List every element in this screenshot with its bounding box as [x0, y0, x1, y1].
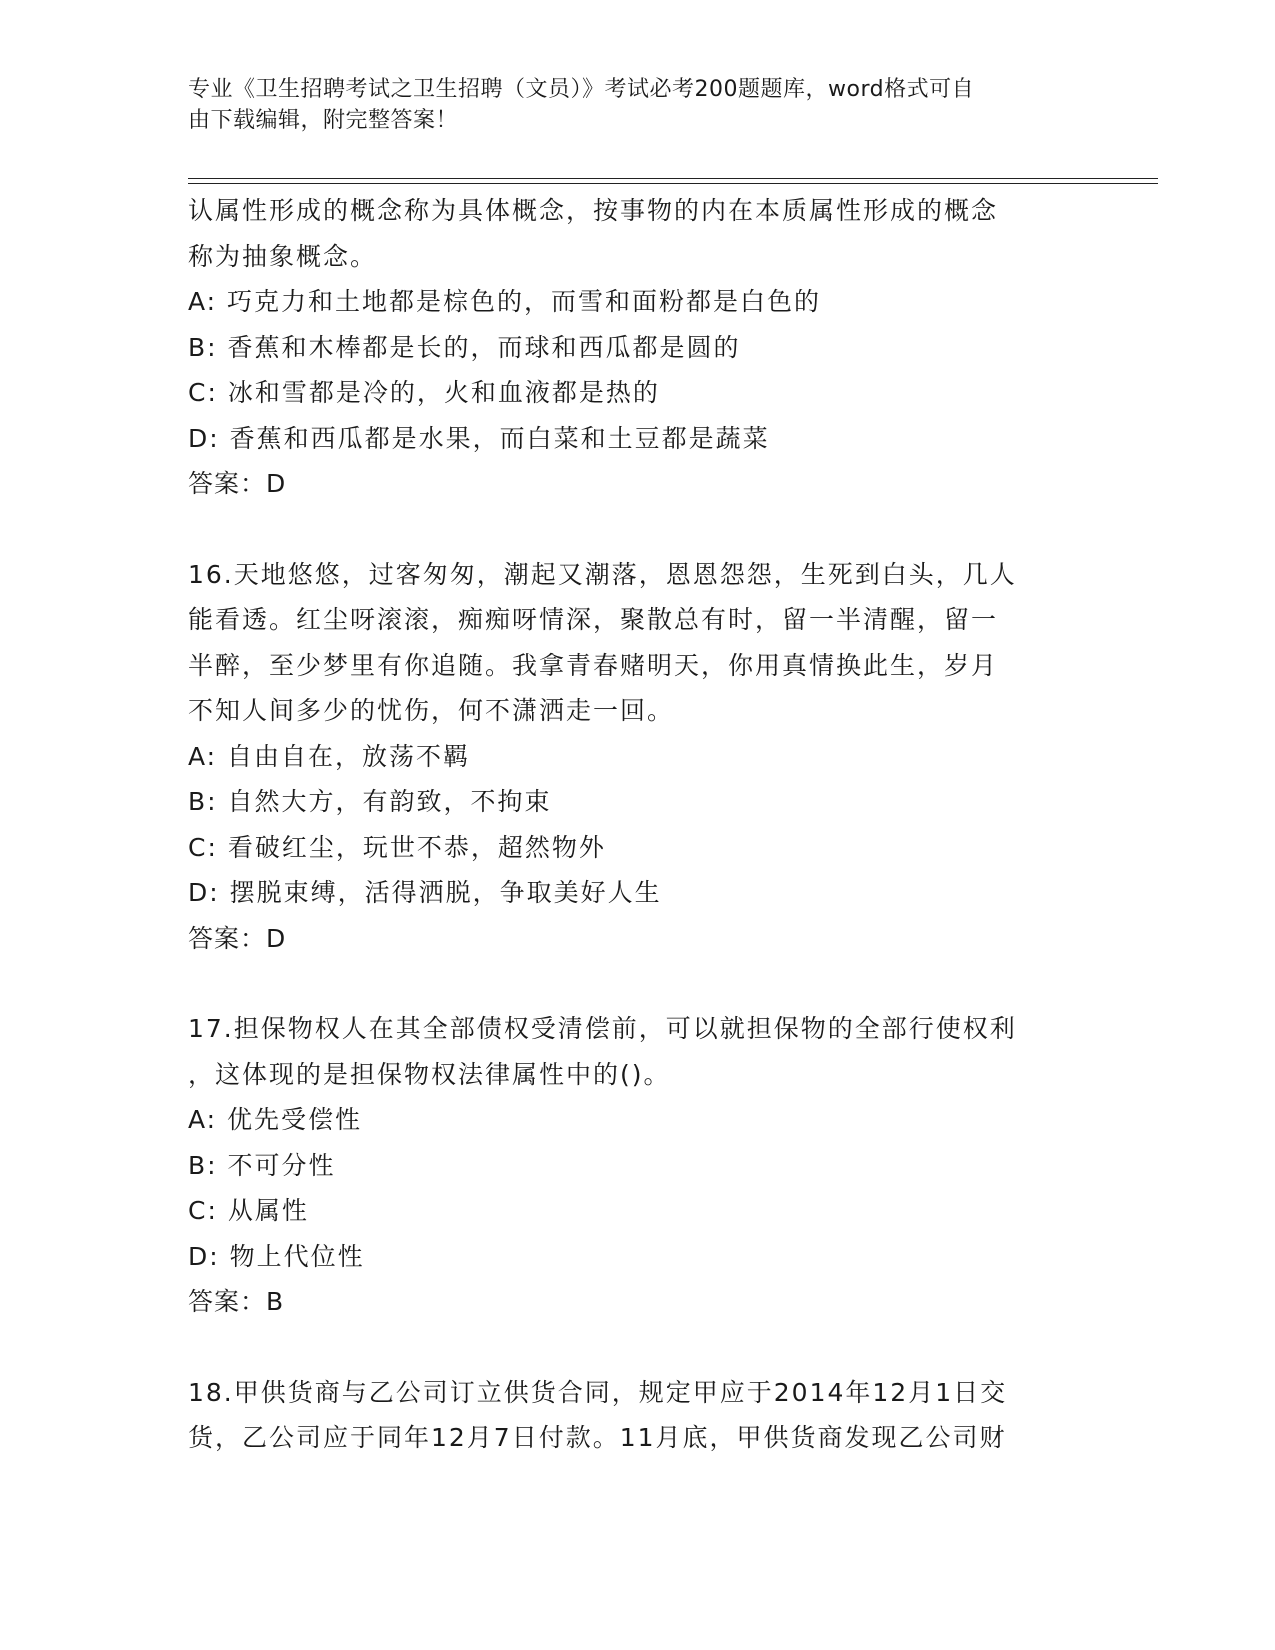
- option-a: A: 巧克力和土地都是棕色的，而雪和面粉都是白色的: [188, 287, 822, 316]
- document-body: [188, 188, 1088, 1461]
- option-d: D: 摆脱束缚，活得洒脱，争取美好人生: [188, 878, 662, 907]
- header-line-2: 由下载编辑，附完整答案！: [188, 108, 459, 133]
- answer: 答案：D: [188, 469, 287, 498]
- option-c: C: 冰和雪都是冷的，火和血液都是热的: [188, 378, 660, 407]
- question-text-line: 称为抽象概念。: [188, 241, 378, 271]
- question-text-line: 货，乙公司应于同年12月7日付款。11月底，甲供货商发现乙公司财: [188, 1423, 1007, 1452]
- answer: 答案：B: [188, 1287, 285, 1316]
- header-line-1: 专业《卫生招聘考试之卫生招聘（文员）》考试必考200题题库，word格式可自: [188, 77, 975, 102]
- option-c: C: 从属性: [188, 1196, 309, 1225]
- header-divider-bottom: [188, 183, 1158, 184]
- question-text-line: 半醉，至少梦里有你追随。我拿青春赌明天，你用真情换此生，岁月: [188, 650, 999, 680]
- question-text-line: ，这体现的是担保物权法律属性中的()。: [188, 1059, 671, 1089]
- option-a: A: 自由自在，放荡不羁: [188, 741, 471, 771]
- question-text-line: 能看透。红尘呀滚滚，痴痴呀情深，聚散总有时，留一半清醒，留一: [188, 605, 999, 634]
- spacer: [188, 961, 1088, 1006]
- question-text-line: 17.担保物权人在其全部债权受清偿前，可以就担保物的全部行使权利: [188, 1014, 1017, 1043]
- question-18: [188, 1370, 1088, 1461]
- question-16: [188, 552, 1088, 962]
- spacer: [188, 507, 1088, 552]
- option-b: B: 不可分性: [188, 1150, 336, 1180]
- option-b: B: 自然大方，有韵致，不拘束: [188, 787, 552, 816]
- spacer: [188, 1325, 1088, 1370]
- question-text-line: 18.甲供货商与乙公司订立供货合同，规定甲应于2014年12月1日交: [188, 1377, 1008, 1407]
- question-text-line: 认属性形成的概念称为具体概念，按事物的内在本质属性形成的概念: [188, 196, 999, 225]
- answer: 答案：D: [188, 923, 287, 953]
- document-header: [188, 74, 1068, 136]
- question-15: [188, 188, 1088, 507]
- option-d: D: 香蕉和西瓜都是水果，而白菜和土豆都是蔬菜: [188, 423, 770, 453]
- question-17: [188, 1006, 1088, 1325]
- option-a: A: 优先受偿性: [188, 1105, 363, 1134]
- option-b: B: 香蕉和木棒都是长的，而球和西瓜都是圆的: [188, 332, 741, 362]
- header-divider-top: [188, 178, 1158, 179]
- option-c: C: 看破红尘，玩世不恭，超然物外: [188, 832, 606, 862]
- question-text-line: 16.天地悠悠，过客匆匆，潮起又潮落，恩恩怨怨，生死到白头，几人: [188, 559, 1017, 589]
- question-text-line: 不知人间多少的忧伤，何不潇洒走一回。: [188, 696, 675, 725]
- option-d: D: 物上代位性: [188, 1241, 365, 1271]
